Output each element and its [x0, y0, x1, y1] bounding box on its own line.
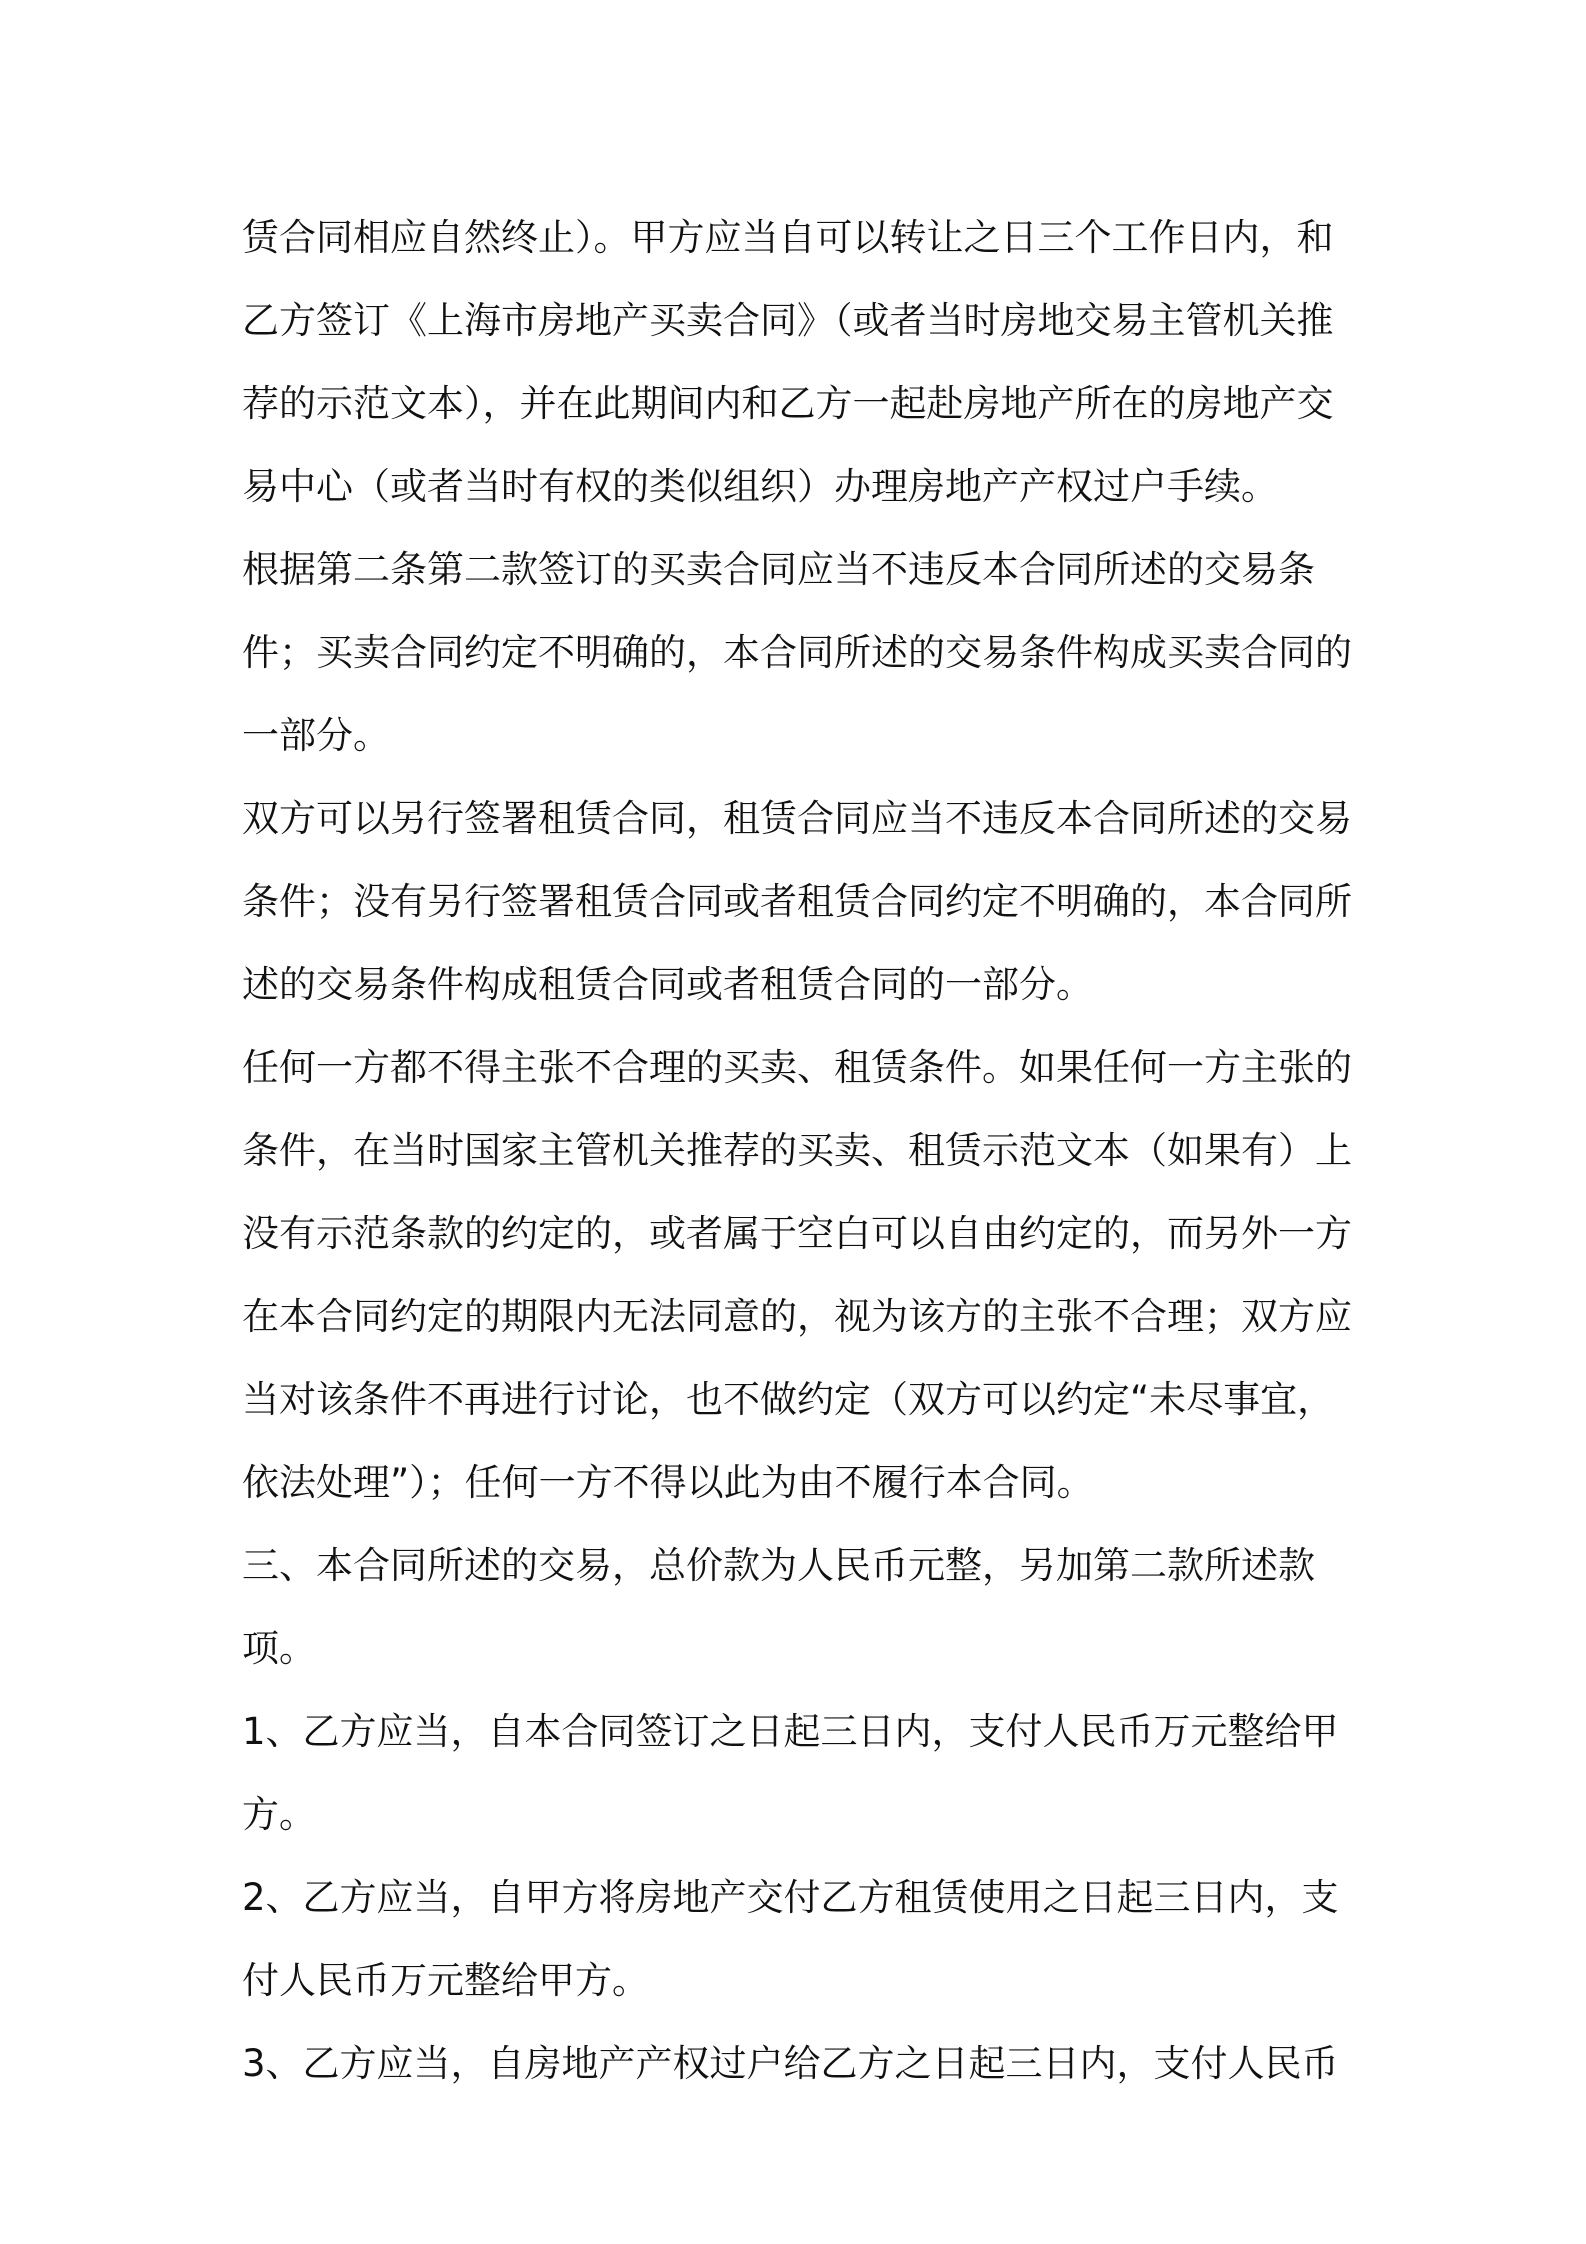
- paragraph-payment-1: 1、乙方应当，自本合同签订之日起三日内，支付人民币万元整给甲方。: [242, 1710, 1339, 1836]
- paragraph-transfer-procedure: 赁合同相应自然终止）。甲方应当自可以转让之日三个工作日内，和乙方签订《上海市房地产买卖合同》（或者当时房地交易主管机关推荐的示范文本），并在此期间内和乙方一起赴房地产所在的房地产交易中心（或者当时有权的类似组织）办理房地产产权过户手续。: [242, 216, 1334, 508]
- document-body: [242, 196, 1356, 2105]
- paragraph-payment-2: 2、乙方应当，自甲方将房地产交付乙方租赁使用之日起三日内，支付人民币万元整给甲方。: [242, 1876, 1339, 2002]
- paragraph-lease-contract-terms: 双方可以另行签署租赁合同，租赁合同应当不违反本合同所述的交易条件；没有另行签署租赁合同或者租赁合同约定不明确的，本合同所述的交易条件构成租赁合同或者租赁合同的一部分。: [242, 797, 1352, 1006]
- paragraph-sale-contract-terms: 根据第二条第二款签订的买卖合同应当不违反本合同所述的交易条件；买卖合同约定不明确的，本合同所述的交易条件构成买卖合同的一部分。: [242, 548, 1352, 757]
- paragraph-payment-3: 3、乙方应当，自房地产产权过户给乙方之日起三日内，支付人民币: [242, 2042, 1339, 2085]
- paragraph-unreasonable-terms: 任何一方都不得主张不合理的买卖、租赁条件。如果任何一方主张的条件，在当时国家主管机关推荐的买卖、租赁示范文本（如果有）上没有示范条款的约定的，或者属于空白可以自由约定的，而另外一方在本合同约定的期限内无法同意的，视为该方的主张不合理；双方应当对该条件不再进行讨论，也不做约定（双方可以约定“未尽事宜，依法处理”）；任何一方不得以此为由不履行本合同。: [242, 1046, 1352, 1504]
- paragraph-total-price: 三、本合同所述的交易，总价款为人民币元整，另加第二款所述款项。: [242, 1544, 1315, 1670]
